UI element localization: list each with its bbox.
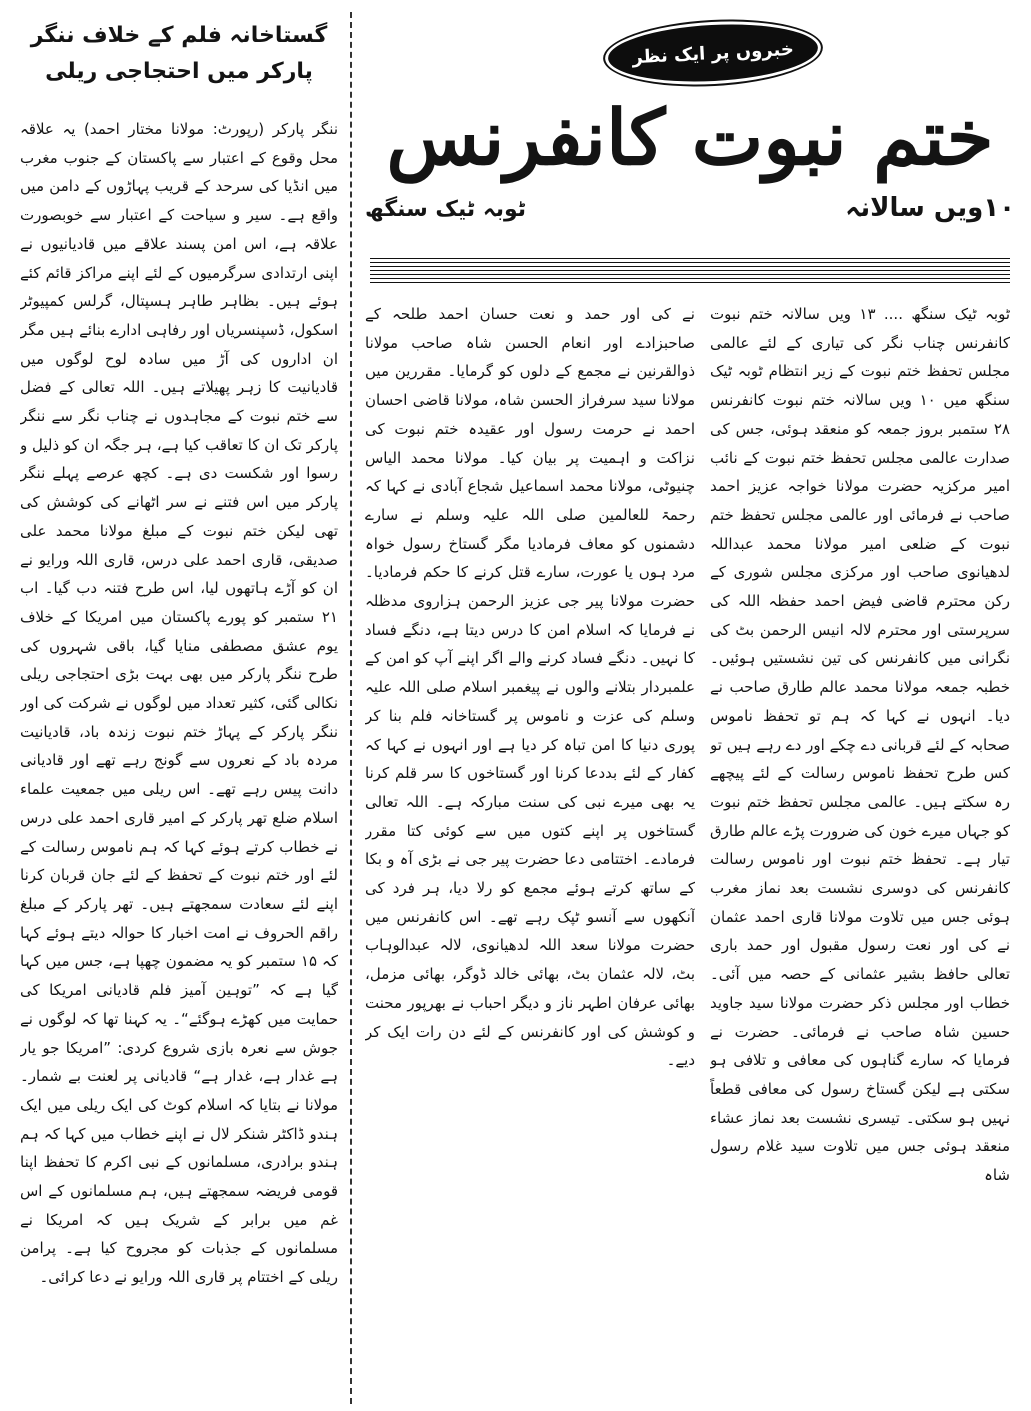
headline-edition: ۱۰ویں سالانہ <box>845 193 1015 223</box>
headline-main: ختم نبوت کانفرنس <box>386 93 994 182</box>
headline-sub <box>365 193 1015 243</box>
headline-location: ٹوبہ ٹیک سنگھ <box>365 197 527 222</box>
right-article-paragraph: ٹوبہ ٹیک سنگھ .... ۱۳ ویں سالانہ ختم نبوت کانفرنس چناب نگر کی تیاری کے لئے عالمی مجلس تحفظ ختم نبوت کے زیر انتظام ٹوبہ ٹیک سنگھ میں ۱۰ ویں سالانہ ختم نبوت کانفرنس ۲۸ ستمبر بروز جمعہ کو منعقد ہوئی، جس کی صدارت عالمی مجلس تحفظ ختم نبوت کے نائب امیر مرکزیہ حضرت مولانا خواجہ عزیز احمد صاحب نے فرمائی اور عالمی مجلس تحفظ ختم نبوت کے ضلعی امیر مولانا محمد عبداللہ لدھیانوی صاحب اور مرکزی مجلس شوری کے رکن محترم قاضی فیض احمد حفظہ اللہ کی سرپرستی اور محترم لالہ انیس الرحمن بٹ کی نگرانی میں کانفرنس کی تین نشستیں ہوئیں۔ خطبہ جمعہ مولانا محمد عالم طارق صاحب نے دیا۔ انہوں نے کہا کہ ہم تو تحفظ ناموس صحابہ کے لئے قربانی دے چکے اور دے رہے ہیں تو کس طرح تحفظ ناموس رسالت کے لئے پیچھے رہ سکتے ہیں۔ عالمی مجلس تحفظ ختم نبوت کو جہاں میرے خون کی ضرورت پڑے عالم طارق تیار ہے۔ تحفظ ختم نبوت اور ناموس رسالت کانفرنس کی دوسری نشست بعد نماز مغرب ہوئی جس میں تلاوت مولانا قاری احمد عثمان نے کی اور نعت رسول مقبول اور حمد باری تعالی حافظ بشیر عثمانی کے حصہ میں آئی۔ خطاب اور مجلس ذکر حضرت مولانا سید جاوید حسین شاہ صاحب نے فرمائی۔ حضرت نے فرمایا کہ سارے گناہوں کی معافی و تلافی ہو سکتی ہے لیکن گستاخ رسول کی معافی قطعاً نہیں ہو سکتی۔ تیسری نشست بعد نماز عشاء منعقد ہوئی جس میں تلاوت سید غلام رسول شاہ <box>710 305 1010 1185</box>
badge-text: خبروں پر ایک نظر <box>631 38 795 68</box>
right-article-body <box>710 300 1010 1400</box>
left-article-paragraph: ننگر پارکر (رپورٹ: مولانا مختار احمد) یہ علاقہ محل وقوع کے اعتبار سے پاکستان کے جنوب مغرب میں انڈیا کی سرحد کے قریب پہاڑوں کے دامن میں واقع ہے۔ سیر و سیاحت کے اعتبار سے خوبصورت علاقہ ہے، اس امن پسند علاقے میں قادیانیوں نے اپنی ارتدادی سرگرمیوں کے لئے اپنے مراکز قائم کئے ہوئے ہیں۔ بظاہر طاہر ہسپتال، گرلس کمپیوٹر اسکول، ڈسپنسریاں اور رفاہی ادارے بنائے ہیں مگر ان اداروں کی آڑ میں سادہ لوح لوگوں میں قادیانیت کا زہر پھیلاتے ہیں۔ اللہ تعالی کے فضل سے ختم نبوت کے مجاہدوں نے چناب نگر سے ننگر پارکر تک ان کا تعاقب کیا ہے، ہر جگہ ان کو ذلیل و رسوا اور شکست دی ہے۔ کچھ عرصے پہلے ننگر پارکر میں اس فتنے نے سر اٹھانے کی کوشش کی تھی لیکن ختم نبوت کے مبلغ مولانا محمد علی صدیقی، قاری احمد علی درس، قاری اللہ ورایو نے ان کو آڑے ہاتھوں لیا، اس طرح فتنہ دب گیا۔ اب ۲۱ ستمبر کو پورے پاکستان میں امریکا کے خلاف یوم عشق مصطفی منایا گیا، باقی شہروں کی طرح ننگر پارکر میں بھی بہت بڑی احتجاجی ریلی نکالی گئی، کثیر تعداد میں لوگوں نے شرکت کی اور ننگر پارکر کے پہاڑ ختم نبوت زندہ باد، قادیانیت مردہ باد کے نعروں سے گونج رہے تھے اور قادیانی دانت پیس رہے تھے۔ اس ریلی میں جمعیت علماء اسلام ضلع تھر پارکر کے امیر قاری احمد علی درس نے خطاب کرتے ہوئے کہا کہ ہم ناموس رسالت کے لئے اور ختم نبوت کے تحفظ کے لئے جان قربان کرنا اپنے لئے سعادت سمجھتے ہیں۔ تھر پارکر کے مبلغ راقم الحروف نے امت اخبار کا حوالہ دیتے ہوئے کہا کہ ۱۵ ستمبر کو یہ مضمون چھپا ہے، جس میں کہا گیا ہے کہ ”توہین آمیز فلم قادیانی امریکا کی حمایت میں کھڑے ہوگئے“۔ یہ کہنا تھا کہ لوگوں نے جوش سے نعرہ بازی شروع کردی: ”امریکا جو یار ہے غدار ہے، غدار ہے“ قادیانی پر لعنت بے شمار۔ مولانا نے بتایا کہ اسلام کوٹ کی ایک ریلی میں ایک ہندو ڈاکٹر شنکر لال نے اپنے خطاب میں کہا کہ ہم ہندو برادری، مسلمانوں کے نبی اکرم کا تحفظ اپنا قومی فریضہ سمجھتے ہیں، ہم مسلمانوں کے اس غم میں برابر کے شریک ہیں کہ امریکا نے مسلمانوں کے جذبات کو مجروح کیا ہے۔ پرامن ریلی کے اختتام پر قاری اللہ ورایو نے دعا کرائی۔ <box>20 120 338 1287</box>
middle-article-paragraph: نے کی اور حمد و نعت حسان احمد طلحہ کے صاحبزادے اور انعام الحسن شاہ صاحب مولانا ذوالقرنین نے مجمع کے دلوں کو گرمایا۔ مقررین میں مولانا سید سرفراز الحسن شاہ، مولانا قاضی احسان احمد نے حرمت رسول اور عقیدہ ختم نبوت کی نزاکت و اہمیت پر بیان کیا۔ مولانا محمد الیاس چنیوٹی، مولانا محمد اسماعیل شجاع آبادی نے کہا کہ رحمۃ للعالمین صلی اللہ علیہ وسلم نے سارے دشمنوں کو معاف فرمادیا مگر گستاخ رسول خواہ مرد ہوں یا عورت، سارے قتل کرنے کا حکم فرمادیا۔ حضرت مولانا پیر جی عزیز الرحمن ہزاروی مدظلہ نے فرمایا کہ اسلام امن کا درس دیتا ہے، دنگے فساد کا نہیں۔ دنگے فساد کرنے والے اگر اپنے آپ کو امن کے علمبردار بتلانے والوں نے پیغمبر اسلام صلی اللہ علیہ وسلم کی عزت و ناموس پر گستاخانہ فلم بنا کر پوری دنیا کا امن تباہ کر دیا ہے اور انہوں نے کہا کہ کفار کے لئے بددعا کرنا اور گستاخوں کا سر قلم کرنا یہ بھی میرے نبی کی سنت مبارکہ ہے۔ اللہ تعالی گستاخوں پر اپنے کتوں میں سے کوئی کتا مقرر فرمادے۔ اختتامی دعا حضرت پیر جی نے بڑی آہ و بکا کے ساتھ کرتے ہوئے مجمع کو رلا دیا، ہر فرد کی آنکھوں سے آنسو ٹپک رہے تھے۔ اس کانفرنس میں حضرت مولانا سعد اللہ لدھیانوی، لالہ عبدالوہاب بٹ، لالہ عثمان بٹ، بھائی خالد ڈوگر، بھائی مزمل، بھائی عرفان اطہر ناز و دیگر احباب نے بھرپور محنت و کوشش کی اور کانفرنس کے لئے دن رات ایک کر دیے۔ <box>365 305 695 1070</box>
middle-article-body <box>365 300 695 1400</box>
left-article-title: گستاخانہ فلم کے خلاف ننگر پارکر میں احتجاجی ریلی <box>30 23 328 84</box>
headline <box>365 88 1015 248</box>
left-article-body <box>20 115 338 1405</box>
column-divider <box>350 12 352 1404</box>
badge-oval <box>607 20 820 87</box>
section-badge <box>608 20 818 86</box>
headline-decorative-lines <box>370 258 1010 286</box>
